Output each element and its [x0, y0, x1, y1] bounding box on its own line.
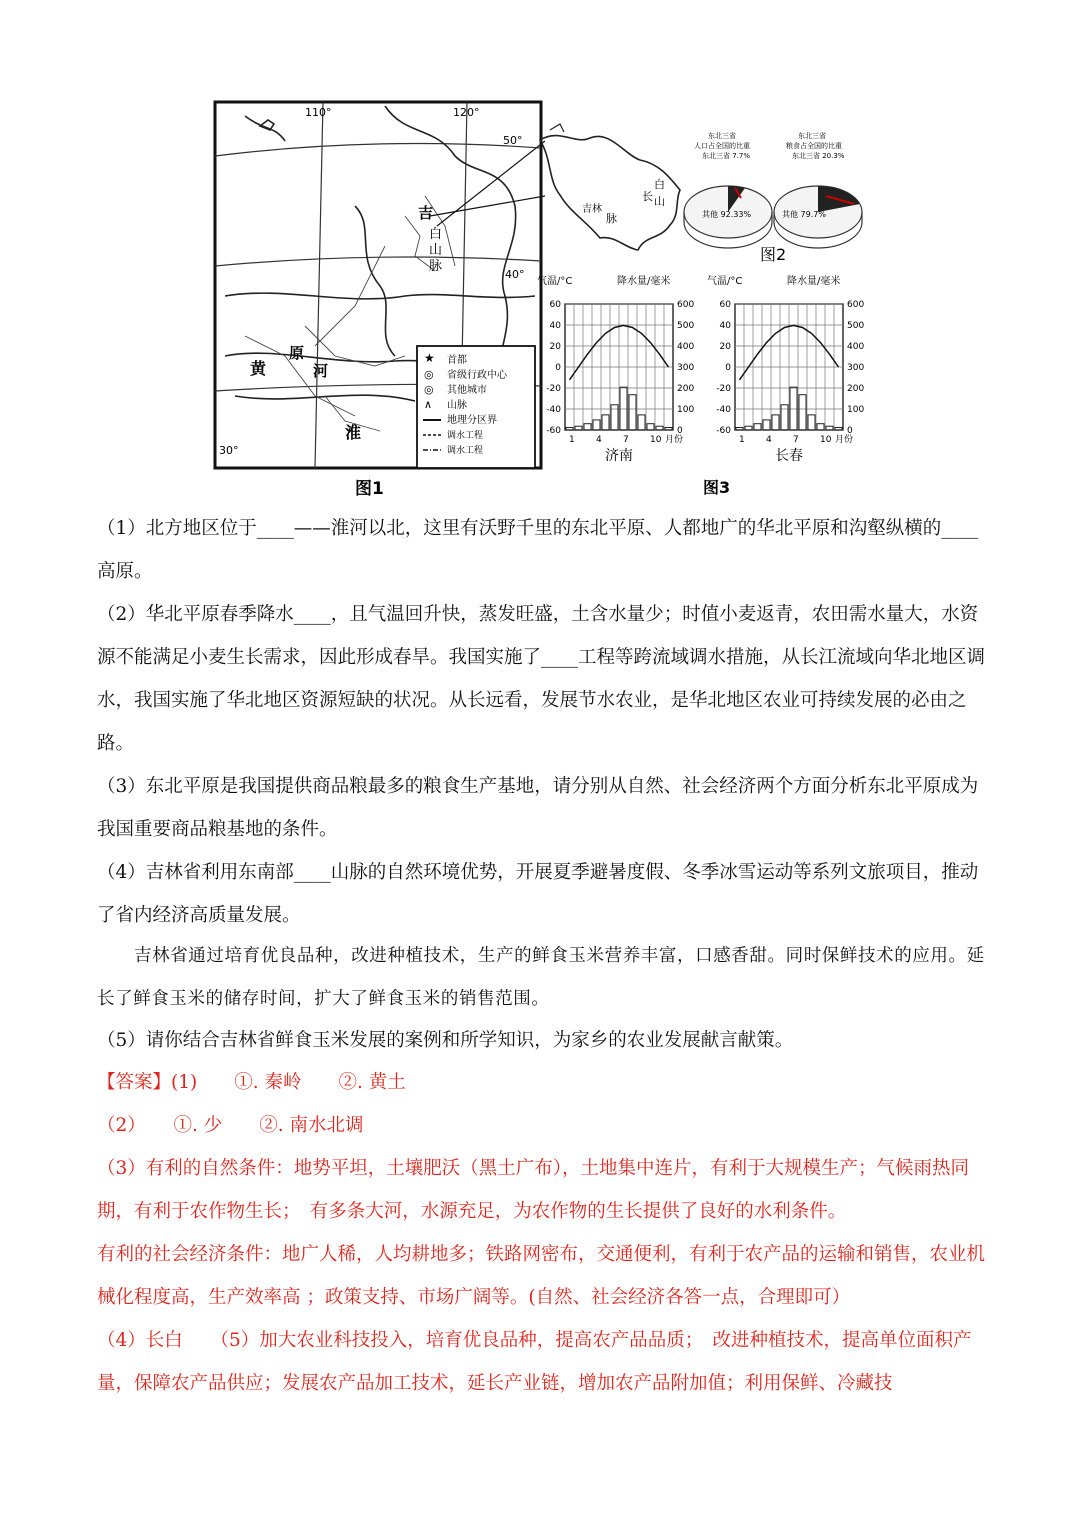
precip-bar: [611, 405, 618, 430]
svg-text:∧: ∧: [424, 398, 433, 411]
pie-right-title-3: 东北三省 20.3%: [792, 152, 845, 160]
question-2: [97, 593, 987, 765]
q2-text-c: 工程等跨流域调水措施，从长江流域向华北地区调水，我国实施了华北地区资源短缺的状况。从长远看，发展节水农业，是华北地区农业可持续发展的必由之路。: [97, 647, 986, 754]
figure-1-map: [205, 96, 545, 501]
month-tick: 10: [650, 435, 662, 445]
precip-tick: 600: [847, 300, 865, 310]
question-3: （3）东北平原是我国提供商品粮最多的粮食生产基地，请分别从自然、社会经济两个方面分析东北平原成为我国重要商品粮基地的条件。: [97, 776, 979, 840]
month-tick: 月份: [835, 435, 854, 445]
legend-item-water-1: 调水工程: [447, 431, 484, 441]
precip-bar: [835, 427, 842, 430]
chart-city-name: 济南: [605, 448, 633, 464]
figure-2: [530, 100, 880, 270]
region-label-ji: 吉: [418, 204, 434, 222]
answer-2: （2） ①. 少 ②. 南水北调: [97, 1115, 364, 1136]
precip-bar: [647, 424, 654, 430]
question-1: [97, 507, 987, 593]
precip-tick: 400: [847, 342, 865, 352]
fig2-label-bai: 白: [654, 178, 665, 191]
month-tick: 7: [793, 435, 799, 445]
answer-4-5: （4）长白 （5）加大农业科技投入，培育优良品种，提高农产品品质； 改进种植技术，提高单位面积产量，保障农产品供应；发展农产品加工技术，延长产业链，增加农产品附加值；利用保鲜、冷藏技: [97, 1330, 972, 1394]
fig2-label-ji: 吉: [582, 204, 592, 215]
question-5: （5）请你结合吉林省鲜食玉米发展的案例和所学知识，为家乡的农业发展献言献策。: [97, 1030, 794, 1051]
temp-tick: -40: [716, 405, 731, 415]
q2-blank-1: ____: [293, 604, 331, 625]
temp-tick: 0: [725, 363, 731, 373]
temp-tick: 40: [549, 321, 561, 331]
temp-tick: -20: [716, 384, 731, 394]
pie-left-title-2: 人口占全国的比重: [694, 142, 750, 150]
precip-tick: 200: [677, 384, 695, 394]
legend-item-city: 其他城市: [447, 385, 487, 396]
precip-bar: [566, 427, 573, 430]
precip-bar: [638, 415, 645, 430]
precip-bar: [763, 420, 770, 430]
figure-1-caption: 图1: [355, 479, 384, 499]
precip-bar: [772, 415, 779, 430]
temp-tick: -40: [546, 405, 561, 415]
pie-population: [684, 131, 772, 248]
precip-tick: 100: [847, 405, 865, 415]
material-paragraph: 吉林省通过培育优良品种，改进种植技术，生产的鲜食玉米营养丰富，口感香甜。同时保鲜技术的应用。延长了鲜食玉米的储存时间，扩大了鲜食玉米的销售范围。: [97, 946, 985, 1009]
precip-bar: [817, 424, 824, 430]
precip-bar: [593, 420, 600, 430]
precip-bar: [629, 395, 636, 430]
temp-axis-label: 气温/°C: [537, 276, 573, 287]
svg-text:★: ★: [424, 351, 435, 365]
precip-bar: [736, 427, 743, 430]
precip-bar: [620, 387, 627, 430]
climate-chart-jinan: [537, 274, 694, 464]
month-tick: 4: [596, 435, 602, 445]
precip-tick: 200: [847, 384, 865, 394]
precip-bar: [808, 415, 815, 430]
q2-blank-2: ____: [541, 647, 579, 668]
precip-axis-label: 降水量/毫米: [787, 276, 841, 287]
q1-text-c: 高原。: [97, 561, 153, 582]
precip-tick: 100: [677, 405, 695, 415]
lat-label-30: 30°: [219, 444, 239, 457]
precip-tick: 300: [677, 363, 695, 373]
answer-3-social: 有利的社会经济条件：地广人稀，人均耕地多；铁路网密布，交通便利，有利于农产品的运输和销售，农业机械化程度高，生产效率高 ；政策支持、市场广阔等。(自然、社会经济各答一点，合理即可）: [97, 1244, 986, 1308]
temp-tick: -60: [716, 426, 731, 436]
pie-left-title-3: 东北三省 7.7%: [702, 152, 751, 160]
lat-label-50: 50°: [503, 134, 523, 147]
q1-text-a: （1）北方地区位于: [97, 518, 257, 539]
pie-left-title-1: 东北三省: [708, 132, 736, 140]
precip-tick: 600: [677, 300, 695, 310]
svg-text:◎: ◎: [424, 368, 434, 381]
svg-text:◎: ◎: [424, 383, 434, 396]
temp-tick: 20: [549, 342, 561, 352]
answer-3-natural: （3）有利的自然条件：地势平坦，土壤肥沃（黑土广布），土地集中连片，有利于大规模生产；气候雨热同期，有利于农作物生长； 有多条大河，水源充足，为农作物的生长提供了良好的水利条件。: [97, 1158, 970, 1222]
figure-2-caption: 图2: [760, 245, 787, 264]
precip-bar: [665, 427, 672, 430]
legend-item-provincial: 省级行政中心: [447, 370, 507, 381]
pie-grain: [774, 131, 862, 248]
precip-tick: 0: [677, 426, 683, 436]
fig2-label-shan: 山: [654, 195, 665, 208]
region-label-shan: 山: [429, 243, 443, 258]
temp-tick: -20: [546, 384, 561, 394]
fig2-label-lin: 林: [592, 204, 602, 215]
lon-label-120: 120°: [453, 106, 480, 119]
q2-text-b: ，且气温回升快，蒸发旺盛，土含水量少；时值小麦返青，农田需水量大，水资源不能满足小麦生长需求，因此形成春旱。我国实施了: [97, 604, 979, 668]
month-tick: 1: [569, 435, 575, 445]
figure-3-caption: 图3: [703, 478, 731, 497]
pie-left-other: 其他 92.33%: [702, 210, 752, 219]
fig2-label-chang: 长: [642, 190, 653, 203]
month-tick: 10: [820, 435, 832, 445]
climate-chart-changchun: [707, 274, 864, 464]
q1-blank-1: ____: [256, 518, 294, 539]
precip-bar: [781, 405, 788, 430]
temp-tick: 20: [719, 342, 731, 352]
q4-text-b: 山脉的自然环境优势，开展夏季避暑度假、冬季冰雪运动等系列文旅项目，推动了省内经济高质量发展。: [97, 862, 979, 926]
region-label-huang: 黄: [250, 359, 267, 378]
lat-label-40: 40°: [505, 268, 525, 281]
region-label-yuan: 原: [289, 344, 305, 362]
precip-bar: [754, 424, 761, 430]
pie-right-title-1: 东北三省: [798, 132, 826, 140]
precip-bar: [584, 424, 591, 430]
lon-label-110: 110°: [305, 106, 332, 119]
precip-tick: 500: [677, 321, 695, 331]
month-tick: 1: [739, 435, 745, 445]
jilin-outline: [540, 136, 680, 250]
temp-axis-label: 气温/°C: [707, 276, 743, 287]
legend-item-mountain: 山脉: [447, 400, 467, 411]
pie-right-title-2: 粮食占全国的比重: [786, 142, 842, 150]
month-tick: 月份: [665, 435, 684, 445]
question-4: [97, 851, 987, 937]
map-legend: [417, 346, 535, 468]
precip-axis-label: 降水量/毫米: [617, 276, 671, 287]
temp-tick: 60: [549, 300, 561, 310]
region-label-he: 河: [313, 362, 329, 380]
answer-1: 【答案】(1) ①. 秦岭 ②. 黄土: [97, 1072, 406, 1093]
precip-bar: [790, 387, 797, 430]
temp-tick: -60: [546, 426, 561, 436]
q4-blank: ____: [293, 862, 331, 883]
precip-tick: 300: [847, 363, 865, 373]
chart-city-name: 长春: [775, 448, 803, 464]
precip-tick: 500: [847, 321, 865, 331]
temp-tick: 60: [719, 300, 731, 310]
month-tick: 7: [623, 435, 629, 445]
precip-tick: 0: [847, 426, 853, 436]
precip-tick: 400: [677, 342, 695, 352]
pie-right-other: 其他 79.7%: [782, 210, 826, 219]
q2-text-a: （2）华北平原春季降水: [97, 604, 294, 625]
precip-bar: [799, 395, 806, 430]
q1-blank-2: ____: [941, 518, 979, 539]
q4-text-a: （4）吉林省利用东南部: [97, 862, 294, 883]
q1-text-b: ——淮河以北，这里有沃野千里的东北平原、人都地广的华北平原和沟壑纵横的: [293, 518, 942, 539]
temp-tick: 40: [719, 321, 731, 331]
region-label-bai: 白: [429, 227, 443, 242]
fig2-label-mai: 脉: [606, 212, 617, 225]
region-label-mai: 脉: [429, 259, 443, 274]
month-tick: 4: [766, 435, 772, 445]
legend-item-water-2: 调水工程: [447, 446, 484, 456]
legend-item-boundary: 地理分区界: [447, 415, 497, 426]
precip-bar: [602, 415, 609, 430]
temp-tick: 0: [555, 363, 561, 373]
region-label-huai: 淮: [345, 423, 362, 442]
legend-item-capital: 首都: [447, 355, 467, 366]
figure-3-climate-charts: [535, 268, 870, 498]
